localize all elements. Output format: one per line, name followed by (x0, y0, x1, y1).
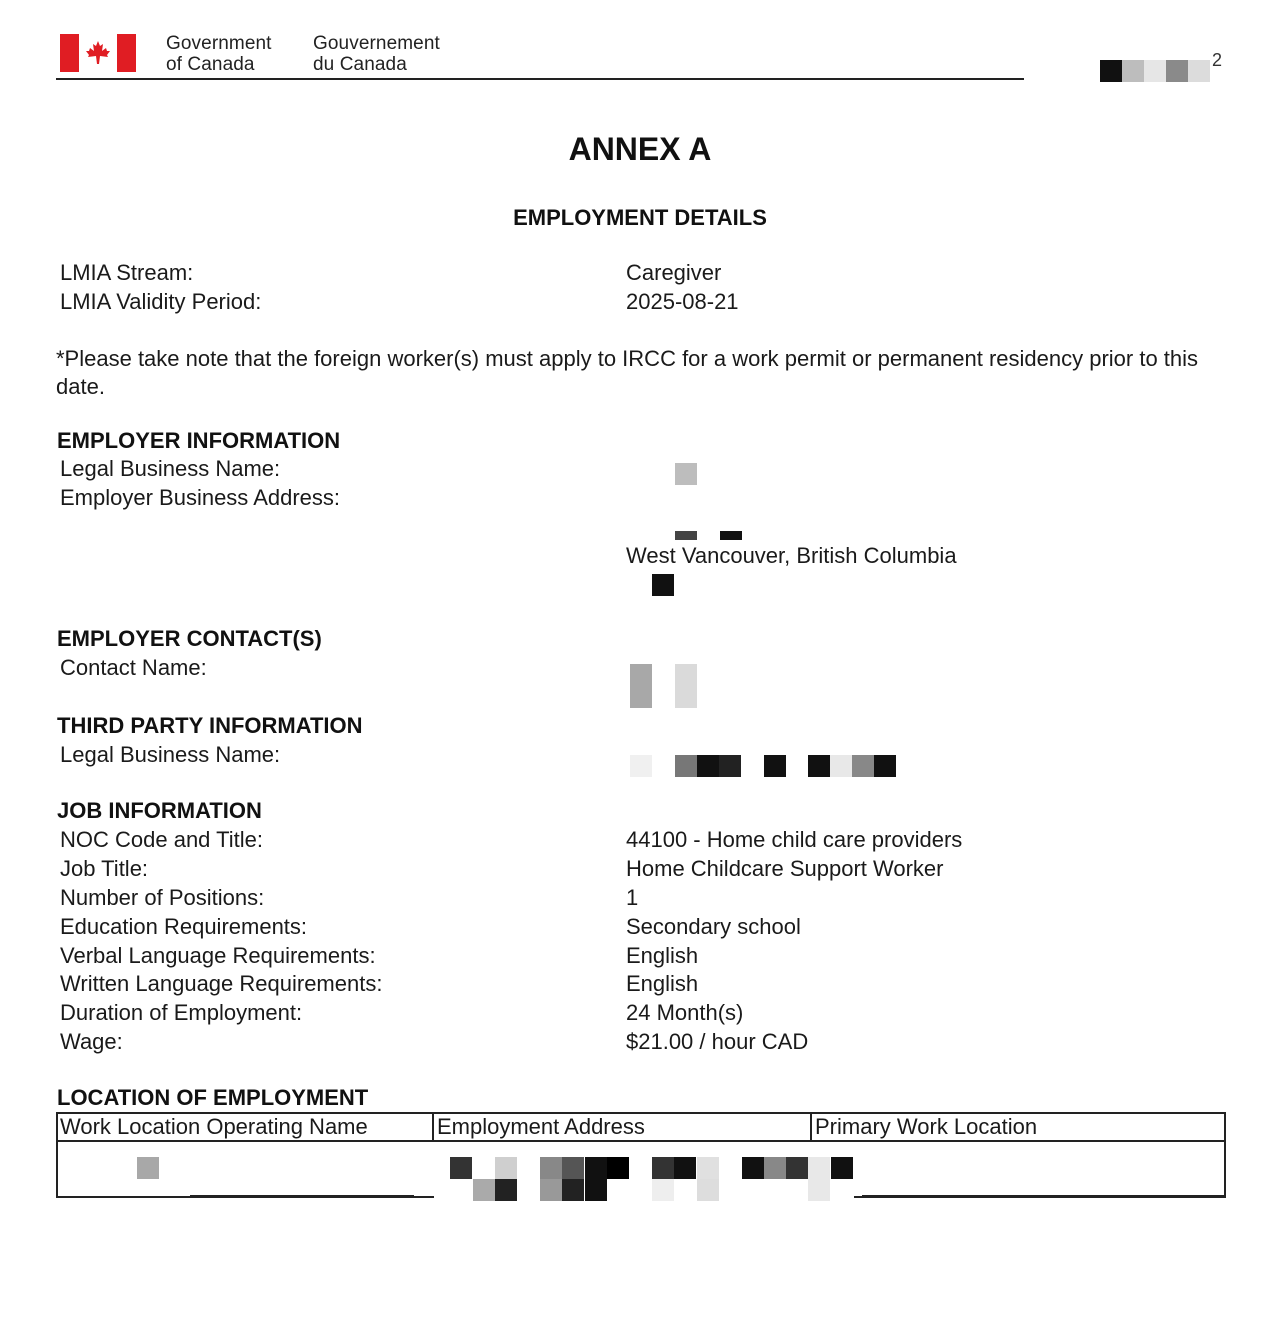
lmia-stream-value: Caregiver (626, 260, 722, 285)
page-indicator: 2 (1212, 50, 1223, 70)
job-row-label: Education Requirements: (60, 914, 308, 939)
employer-city-province: West Vancouver, British Columbia (626, 543, 957, 568)
employer-info-heading: EMPLOYER INFORMATION (57, 428, 341, 453)
job-row-value: 1 (626, 885, 639, 910)
lmia-validity-label: LMIA Validity Period: (60, 289, 262, 314)
lmia-stream-label: LMIA Stream: (60, 260, 194, 285)
job-row-label: Number of Positions: (60, 885, 265, 910)
employer-legal-name-label: Legal Business Name: (60, 456, 281, 481)
gov-fr-wordmark (313, 33, 440, 75)
gov-fr-line1: Gouvernement (313, 33, 440, 54)
job-row-value: English (626, 971, 699, 996)
location-heading: LOCATION OF EMPLOYMENT (57, 1085, 369, 1110)
gov-fr-line2: du Canada (313, 54, 407, 75)
job-row-label: Wage: (60, 1029, 123, 1054)
job-row-label: Job Title: (60, 856, 149, 881)
job-row-label: Written Language Requirements: (60, 971, 383, 996)
job-row-value: $21.00 / hour CAD (626, 1029, 809, 1054)
gov-en-line2: of Canada (166, 54, 255, 75)
contact-name-label: Contact Name: (60, 655, 207, 680)
job-row-value: English (626, 943, 699, 968)
column-header-primary-work-location: Primary Work Location (815, 1114, 1038, 1139)
page-subtitle: EMPLOYMENT DETAILS (513, 205, 767, 230)
column-header-operating-name: Work Location Operating Name (60, 1114, 368, 1139)
location-table-column-rule (432, 1112, 434, 1142)
gov-en-line1: Government (166, 33, 272, 54)
job-row-value: 44100 - Home child care providers (626, 827, 963, 852)
third-party-legal-name-label: Legal Business Name: (60, 742, 281, 767)
job-row-value: Home Childcare Support Worker (626, 856, 944, 881)
third-party-heading: THIRD PARTY INFORMATION (57, 713, 363, 738)
lmia-validity-value: 2025-08-21 (626, 289, 739, 314)
job-row-label: Duration of Employment: (60, 1000, 303, 1025)
canada-flag-icon (60, 34, 136, 72)
job-row-value: 24 Month(s) (626, 1000, 744, 1025)
header-rule (56, 78, 1024, 80)
job-row-value: Secondary school (626, 914, 801, 939)
employer-contact-heading: EMPLOYER CONTACT(S) (57, 626, 322, 651)
job-row-label: NOC Code and Title: (60, 827, 263, 852)
gov-en-wordmark (166, 33, 272, 75)
job-info-heading: JOB INFORMATION (57, 798, 262, 823)
page-title: ANNEX A (568, 131, 712, 167)
location-table-column-rule (810, 1112, 812, 1142)
column-header-employment-address: Employment Address (437, 1114, 645, 1139)
lmia-note: *Please take note that the foreign worker(s) must apply to IRCC for a work permit or permanent residency prior to this date. (56, 346, 1199, 399)
employer-address-label: Employer Business Address: (60, 485, 341, 510)
job-row-label: Verbal Language Requirements: (60, 943, 376, 968)
